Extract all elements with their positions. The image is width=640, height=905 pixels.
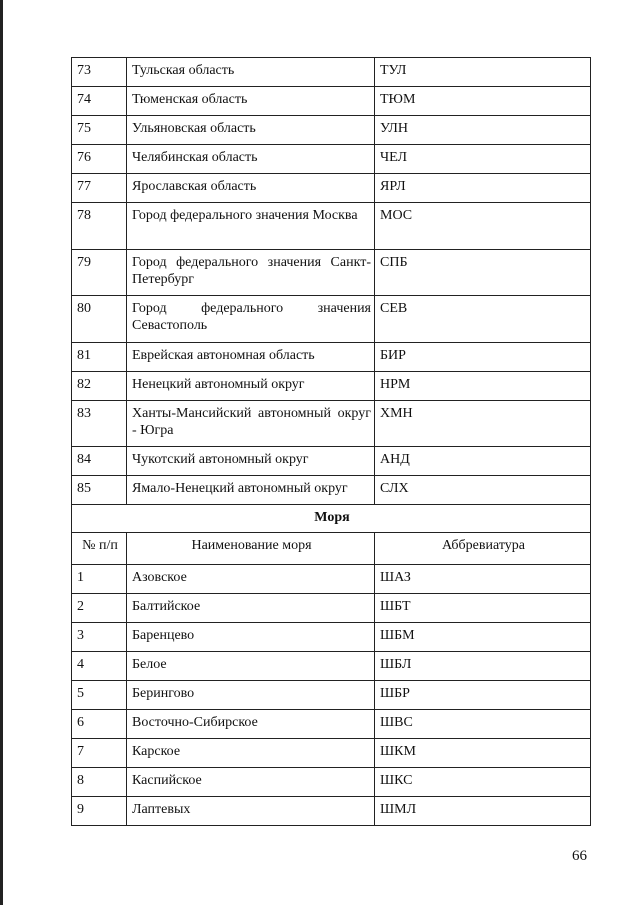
row-number: 5 xyxy=(72,681,127,710)
section-header-row xyxy=(72,505,591,533)
region-abbreviation: СЕВ xyxy=(375,296,591,343)
sea-abbreviation: ШАЗ xyxy=(375,565,591,594)
table-row xyxy=(72,116,591,145)
table-row xyxy=(72,145,591,174)
table-row xyxy=(72,623,591,652)
region-name: Ульяновская область xyxy=(127,116,375,145)
row-number: 6 xyxy=(72,710,127,739)
row-number: 2 xyxy=(72,594,127,623)
sea-name: Лаптевых xyxy=(127,797,375,826)
sea-name: Баренцево xyxy=(127,623,375,652)
row-number: 82 xyxy=(72,372,127,401)
table-row xyxy=(72,447,591,476)
region-name: Город федерального значения Санкт-Петербург xyxy=(127,250,375,296)
sea-abbreviation: ШБТ xyxy=(375,594,591,623)
row-number: 80 xyxy=(72,296,127,343)
table-row xyxy=(72,401,591,447)
table-row xyxy=(72,768,591,797)
header-name: Наименование моря xyxy=(127,533,375,565)
table-row xyxy=(72,343,591,372)
table-row xyxy=(72,250,591,296)
column-header-row xyxy=(72,533,591,565)
row-number: 74 xyxy=(72,87,127,116)
table-row xyxy=(72,594,591,623)
table-row xyxy=(72,174,591,203)
table-row xyxy=(72,372,591,401)
sea-abbreviation: ШКМ xyxy=(375,739,591,768)
row-number: 77 xyxy=(72,174,127,203)
region-abbreviation: УЛН xyxy=(375,116,591,145)
region-name: Ямало-Ненецкий автономный округ xyxy=(127,476,375,505)
sea-name: Карское xyxy=(127,739,375,768)
sea-name: Белое xyxy=(127,652,375,681)
table-row xyxy=(72,710,591,739)
row-number: 79 xyxy=(72,250,127,296)
sea-abbreviation: ШМЛ xyxy=(375,797,591,826)
region-name: Челябинская область xyxy=(127,145,375,174)
sea-abbreviation: ШКС xyxy=(375,768,591,797)
table-row xyxy=(72,797,591,826)
region-name: Еврейская автономная область xyxy=(127,343,375,372)
row-number: 8 xyxy=(72,768,127,797)
sea-abbreviation: ШБМ xyxy=(375,623,591,652)
row-number: 84 xyxy=(72,447,127,476)
table-row xyxy=(72,681,591,710)
row-number: 85 xyxy=(72,476,127,505)
region-abbreviation: ХМН xyxy=(375,401,591,447)
row-number: 75 xyxy=(72,116,127,145)
sea-abbreviation: ШБЛ xyxy=(375,652,591,681)
sea-abbreviation: ШВС xyxy=(375,710,591,739)
row-number: 1 xyxy=(72,565,127,594)
region-abbreviation: ЧЕЛ xyxy=(375,145,591,174)
region-abbreviation: ТЮМ xyxy=(375,87,591,116)
region-name: Город федерального значения Москва xyxy=(127,203,375,250)
row-number: 7 xyxy=(72,739,127,768)
row-number: 78 xyxy=(72,203,127,250)
row-number: 83 xyxy=(72,401,127,447)
region-abbreviation: БИР xyxy=(375,343,591,372)
sea-name: Каспийское xyxy=(127,768,375,797)
region-name: Чукотский автономный округ xyxy=(127,447,375,476)
sea-name: Азовское xyxy=(127,565,375,594)
region-abbreviation: НРМ xyxy=(375,372,591,401)
region-abbreviation: ЯРЛ xyxy=(375,174,591,203)
row-number: 4 xyxy=(72,652,127,681)
region-abbreviation: ТУЛ xyxy=(375,58,591,87)
region-name: Ярославская область xyxy=(127,174,375,203)
region-abbreviation: МОС xyxy=(375,203,591,250)
region-name: Тюменская область xyxy=(127,87,375,116)
header-number: № п/п xyxy=(72,533,127,565)
sea-name: Восточно-Сибирское xyxy=(127,710,375,739)
region-name: Город федерального значения Севастополь xyxy=(127,296,375,343)
table-row xyxy=(72,58,591,87)
region-name: Ханты-Мансийский автономный округ - Югра xyxy=(127,401,375,447)
region-abbreviation: СЛХ xyxy=(375,476,591,505)
sea-name: Балтийское xyxy=(127,594,375,623)
table-row xyxy=(72,296,591,343)
row-number: 76 xyxy=(72,145,127,174)
page-number: 66 xyxy=(572,848,587,864)
row-number: 73 xyxy=(72,58,127,87)
row-number: 81 xyxy=(72,343,127,372)
abbreviation-table xyxy=(71,57,591,826)
table-row xyxy=(72,203,591,250)
header-abbreviation: Аббревиатура xyxy=(375,533,591,565)
row-number: 9 xyxy=(72,797,127,826)
section-title: Моря xyxy=(72,505,591,533)
table-row xyxy=(72,652,591,681)
sea-name: Берингово xyxy=(127,681,375,710)
scan-edge xyxy=(0,0,3,905)
row-number: 3 xyxy=(72,623,127,652)
table-row xyxy=(72,476,591,505)
sea-abbreviation: ШБР xyxy=(375,681,591,710)
table-row xyxy=(72,565,591,594)
table-row xyxy=(72,87,591,116)
region-abbreviation: СПБ xyxy=(375,250,591,296)
region-name: Тульская область xyxy=(127,58,375,87)
region-name: Ненецкий автономный округ xyxy=(127,372,375,401)
table-row xyxy=(72,739,591,768)
region-abbreviation: АНД xyxy=(375,447,591,476)
